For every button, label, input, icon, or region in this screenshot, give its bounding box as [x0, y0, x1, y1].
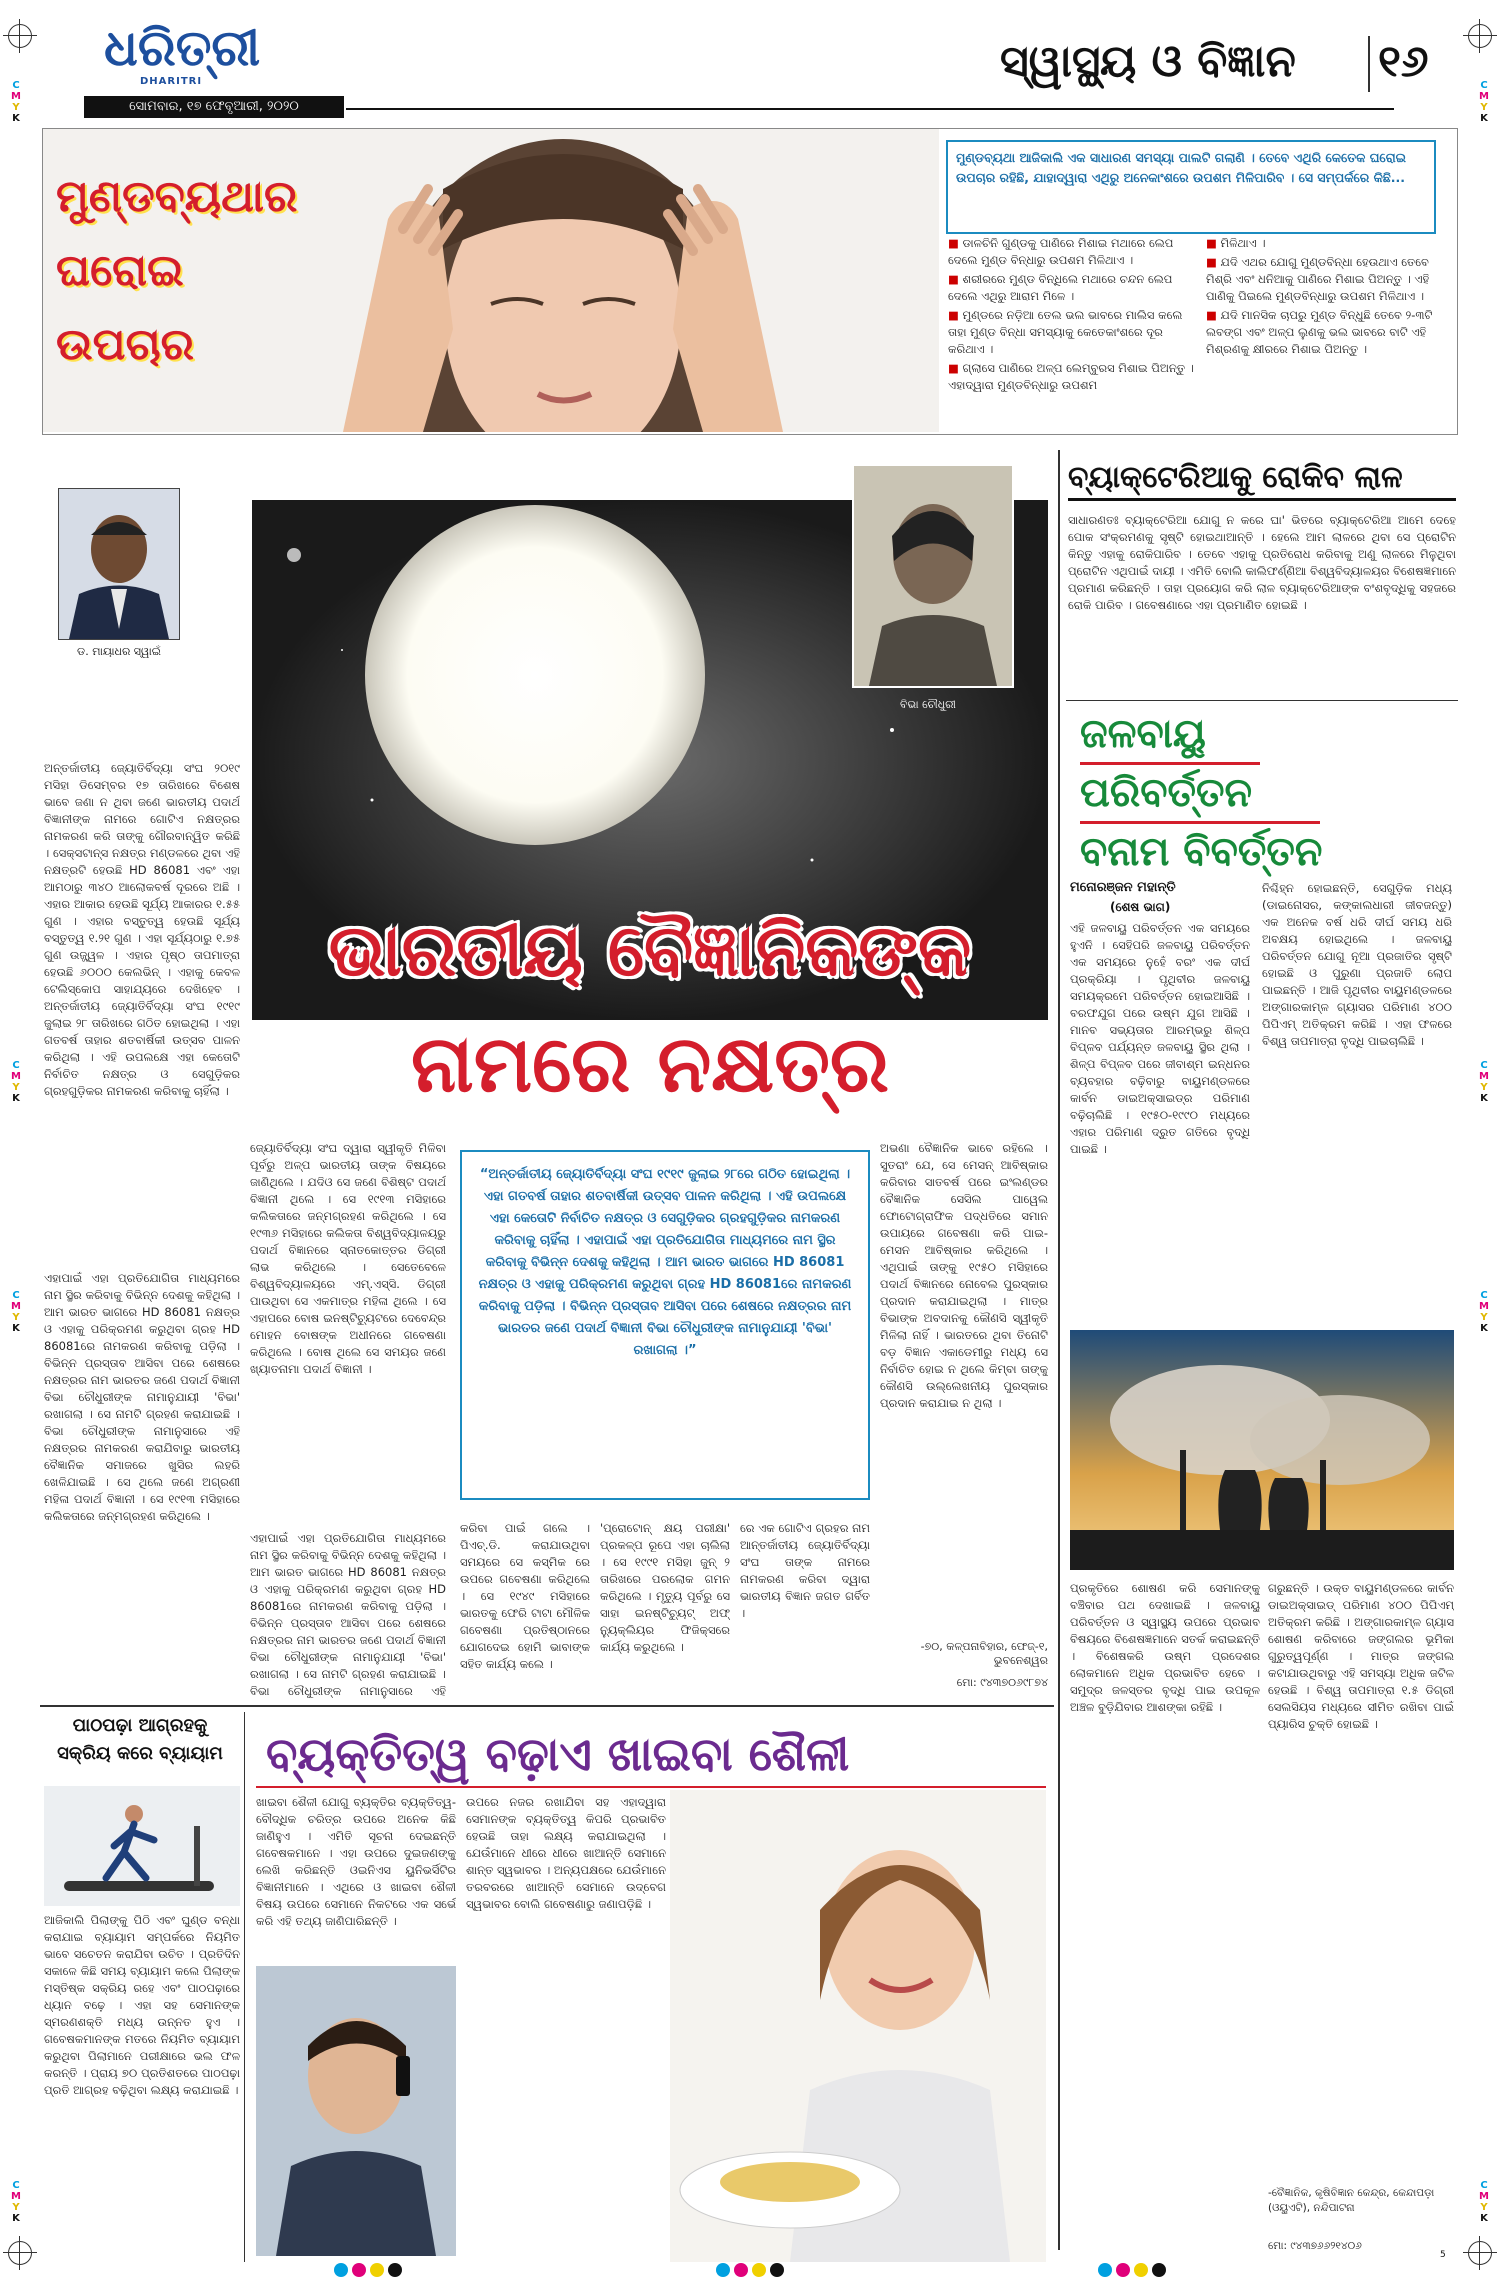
tip-item: ■ ଯଦି ଏଥର ଯୋଗୁ ମୁଣ୍ଡବିନ୍ଧା ହେଉଥାଏ ତେବେ ମିଶ୍ରି ଏବଂ ଧନିଆକୁ ପାଣିରେ ମିଶାଇ ପିଅନ୍ତୁ । ଏହି ପାଣିକୁ ପିଇଲେ ମୁଣ୍ଡବିନ୍ଧାରୁ ଉପଶମ ମିଳିଥାଏ । [1206, 254, 1442, 305]
climate-title-line: ଜଳବାୟୁ [1080, 706, 1260, 765]
lead-column-1: ଅନ୍ତର୍ଜାତୀୟ ଜ୍ୟୋତିର୍ବିଦ୍ୟା ସଂଘ ୨୦୧୯ ମସିହା ଡିସେମ୍ବର ୧୭ ତାରିଖରେ ବିଶେଷ ଭାବେ ଜଣା ନ ଥିବା ଜଣେ ଭାରତୀୟ ପଦାର୍ଥ ବିଜ୍ଞାନୀଙ୍କ ନାମରେ ଗୋଟିଏ ନକ୍ଷତ୍ରର ନାମକରଣ କରି ତାଙ୍କୁ ଗୌରବାନ୍ୱିତ କରିଛି । ସେକ୍ସଟାନ୍ସ ନକ୍ଷତ୍ର ମଣ୍ଡଳରେ ଥିବା ଏହି ନକ୍ଷତ୍ରଟି ହେଉଛି HD 86081 ଏବଂ ଏହା ଆମଠାରୁ ୩୪୦ ଆଲୋକବର୍ଷ ଦୂରରେ ଅଛି । ଏହାର ଆକାର ହେଉଛି ସୂର୍ଯ୍ୟ ଆକାରର ୧.୫୫ ଗୁଣ । ଏହାର ବସ୍ତୁତ୍ୱ ହେଉଛି ସୂର୍ଯ୍ୟ ବସ୍ତୁତ୍ୱ ୧.୨୧ ଗୁଣ । ଏହା ସୂର୍ଯ୍ୟଠାରୁ ୧.୭୫ ଗୁଣ ଉଜ୍ଜ୍ୱଳ । ଏହାର ପୃଷ୍ଠ ତାପମାତ୍ରା ହେଉଛି ୬୦୦୦ କେଲଭିନ୍ । ଏହାକୁ କେବଳ ଟେଲିସ୍କୋପ ସାହାଯ୍ୟରେ ଦେଖିହେବ । ଅନ୍ତର୍ଜାତୀୟ ଜ୍ୟୋତିର୍ବିଦ୍ୟା ସଂଘ ୧୯୧୯ ଜୁଲାଇ ୨୮ ତାରିଖରେ ଗଠିତ ହୋଇଥିଲା । ଏହା ଗତବର୍ଷ ତାହାର ଶତବାର୍ଷିକୀ ଉତ୍ସବ ପାଳନ କରିଥିଲା । ଏହି ଉପଲକ୍ଷେ ଏହା କେତୋଟି ନିର୍ବାଚିତ ନକ୍ଷତ୍ର ଓ ସେଗୁଡ଼ିକର ଗ୍ରହଗୁଡ଼ିକର ନାମକରଣ କରିବାକୁ ଚାହିଁଲା । [44, 761, 240, 1098]
lead-headline-2: ନାମରେ ନକ୍ଷତ୍ର [411, 1019, 889, 1110]
newspaper-logo-sub: DHARITRI [140, 76, 203, 87]
page-number: ୧୬ [1378, 36, 1429, 87]
treadmill-photo [44, 1786, 240, 1906]
climate-title-line: ପରିବର୍ତ୍ତନ [1080, 765, 1320, 824]
cmyk-strip: C M Y K [11, 80, 21, 124]
lifestyle-title-bar [256, 1722, 1046, 1788]
climate-byline: -ବୈଜ୍ଞାନିକ, କୃଷିବିଜ୍ଞାନ କେନ୍ଦ୍ର, କେନ୍ଦାପଡ଼ା (ଓୟୁଏଟି), ନନ୍ଦିପାଟନା [1268, 2187, 1435, 2214]
lead-column-5: ଅଭଣା ବୈଜ୍ଞାନିକ ଭାବେ ରହିଲେ । ସୁତରାଂ ଯେ, ସେ ମେସନ୍ ଆବିଷ୍କାର କରିବାର ସାତବର୍ଷ ପରେ ଇଂଲଣ୍ଡର ବୈଜ୍ଞାନିକ ସେସିଲ ପାୱେଲ ଫୋଟୋଗ୍ରାଫିକ ପଦ୍ଧତିରେ ସମାନ ଉପାୟରେ ଗବେଷଣା କରି ପାଇ-ମେସନ ଆବିଷ୍କାର କରିଥିଲେ । ଏଥିପାଇଁ ତାଙ୍କୁ ୧୯୫୦ ମସିହାରେ ପଦାର୍ଥ ବିଜ୍ଞାନରେ ନୋବେଲ ପୁରସ୍କାର ପ୍ରଦାନ କରାଯାଇଥିଲା । ମାତ୍ର ବିଭାଙ୍କ ଅବଦାନକୁ କୌଣସି ସ୍ୱୀକୃତି ମିଳିଲା ନାହିଁ । ଭାରତରେ ଥିବା ତିନୋଟି ବଡ଼ ବିଜ୍ଞାନ ଏକାଡେମୀରୁ ମଧ୍ୟ ସେ ନିର୍ବାଚିତ ହୋଇ ନ ଥିଲେ କିମ୍ବା ତାଙ୍କୁ କୌଣସି ଉଲ୍ଲେଖନୀୟ ପୁରସ୍କାର ପ୍ରଦାନ କରାଯାଇ ନ ଥିଲା । [880, 1141, 1048, 1410]
power-plant-photo [1070, 1330, 1454, 1570]
color-bar [140, 2262, 1360, 2280]
climate-column-c: ପ୍ରକୃତିରେ ଶୋଷଣ କରି ସେମାନଙ୍କୁ ବଞ୍ଚିବାର ପଥ ଦେଖାଇଛି । ଜଳବାୟୁ ପରିବର୍ତ୍ତନ ଓ ସ୍ୱାସ୍ଥ୍ୟ ଉପରେ ପ୍ରଭାବ ବିଷୟରେ ବିଶେଷଜ୍ଞମାନେ ସତର୍କ କରାଇଛନ୍ତି । ବିଶେଷକରି ଉଷ୍ମ ପ୍ରଦେଶର ଲୋକମାନେ ଅଧିକ ପ୍ରଭାବିତ ହେବେ । ସମୁଦ୍ର ଜଳସ୍ତର ବୃଦ୍ଧି ପାଇ ଉପକୂଳ ଅଞ୍ଚଳ ବୁଡ଼ିଯିବାର ଆଶଙ୍କା ରହିଛି । [1070, 1581, 1260, 1714]
headache-tips-left [948, 235, 1198, 425]
climate-column-a: ଏହି ଜଳବାୟୁ ପରିବର୍ତ୍ତନ ଏକ ସମୟରେ ହୁଏନି । ସେହିପରି ଜଳବାୟୁ ପରିବର୍ତ୍ତନ ଏକ ସମୟରେ ନୁହେଁ ବରଂ ଏକ ଦୀର୍ଘ ପ୍ରକ୍ରିୟା । ପୃଥିବୀର ଜଳବାୟୁ ସମୟକ୍ରମେ ପରିବର୍ତ୍ତନ ହୋଇଆସିଛି । ବରଫଯୁଗ ପରେ ଉଷ୍ମ ଯୁଗ ଆସିଛି । ମାନବ ସଭ୍ୟତାର ଆରମ୍ଭରୁ ଶିଳ୍ପ ବିପ୍ଳବ ପର୍ଯ୍ୟନ୍ତ ଜଳବାୟୁ ସ୍ଥିର ଥିଲା । ଶିଳ୍ପ ବିପ୍ଳବ ପରେ ଜୀବାଶ୍ମ ଇନ୍ଧନର ବ୍ୟବହାର ବଢ଼ିବାରୁ ବାୟୁମଣ୍ଡଳରେ କାର୍ବନ ଡାଇଅକ୍ସାଇଡ୍‌ର ପରିମାଣ ବଢ଼ିଚାଲିଛି । ୧୯୫୦-୧୯୯୦ ମଧ୍ୟରେ ଏହାର ପରିମାଣ ଦ୍ରୁତ ଗତିରେ ବୃଦ୍ଧି ପାଇଛି । [1070, 921, 1250, 1156]
lead-headline: ଭାରତୀୟ ବୈଜ୍ଞାନିକଙ୍କ [328, 907, 972, 992]
section-rule [1066, 700, 1458, 701]
cmyk-strip: C M Y K [11, 1290, 21, 1334]
lead-column-2b: ଏହାପାଇଁ ଏହା ପ୍ରତିଯୋଗିତା ମାଧ୍ୟମରେ ନାମ ସ୍ଥିର କରିବାକୁ ବିଭିନ୍ନ ଦେଶକୁ କହିଥିଲା । ଆମ ଭାରତ ଭାଗରେ HD 86081 ନକ୍ଷତ୍ର ଓ ଏହାକୁ ପରିକ୍ରମଣ କରୁଥିବା ଗ୍ରହ HD 86081ରେ ନାମକରଣ କରିବାକୁ ପଡ଼ିଲା । ବିଭିନ୍ନ ପ୍ରସ୍ତାବ ଆସିବା ପରେ ଶେଷରେ ନକ୍ଷତ୍ରର ନାମ ଭାରତର ଜଣେ ପଦାର୍ଥ ବିଜ୍ଞାନୀ ବିଭା ଚୌଧୁରୀଙ୍କ ନାମାନୁଯାୟୀ 'ବିଭା' ରଖାଗଲା । ସେ ନାମଟି ଗ୍ରହଣ କରାଯାଇଛି । ବିଭା ଚୌଧୁରୀଙ୍କ ନାମାନୁସାରେ ଏହି [250, 1531, 446, 1698]
registration-mark [8, 24, 32, 48]
lifestyle-title: ବ୍ୟକ୍ତିତ୍ୱ ବଢ଼ାଏ ଖାଇବା ଶୈଳୀ [266, 1727, 850, 1781]
section-title: ସ୍ୱାସ୍ଥ୍ୟ ଓ ବିଜ୍ଞାନ [1000, 36, 1296, 87]
tip-item: ■ ଡାଳଚିନି ଗୁଣ୍ଡକୁ ପାଣିରେ ମିଶାଇ ମଥାରେ ଲେପ ଦେଲେ ମୁଣ୍ଡ ବିନ୍ଧାରୁ ଉପଶମ ମିଳିଥାଏ । [948, 235, 1198, 269]
column-rule [1058, 450, 1060, 2250]
lead-byline: -୭୦, କଳ୍ପନାବିହାର, ଫେଜ୍-୧, ଭୁବନେଶ୍ୱର [920, 1640, 1048, 1667]
tip-item: ■ ମିଳିଥାଏ । [1206, 235, 1442, 252]
bacteria-title: ବ୍ୟାକ୍ଟେରିଆକୁ ରୋକିବ ଲାଳ [1068, 458, 1456, 501]
lead-column-2: ଜ୍ୟୋତିର୍ବିଦ୍ୟା ସଂଘ ଦ୍ୱାରା ସ୍ୱୀକୃତି ମିଳିବା ପୂର୍ବରୁ ଅଳ୍ପ ଭାରତୀୟ ତାଙ୍କ ବିଷୟରେ ଜାଣିଥିଲେ । ଯଦିଓ ସେ ଜଣେ ବିଶିଷ୍ଟ ପଦାର୍ଥ ବିଜ୍ଞାନୀ ଥିଲେ । ସେ ୧୯୧୩ ମସିହାରେ କଲିକତାରେ ଜନ୍ମଗ୍ରହଣ କରିଥିଲେ । ସେ ୧୯୩୬ ମସିହାରେ କଲିକତା ବିଶ୍ୱବିଦ୍ୟାଳୟରୁ ପଦାର୍ଥ ବିଜ୍ଞାନରେ ସ୍ନାତକୋତ୍ତର ଡିଗ୍ରୀ ଲାଭ କରିଥିଲେ । ସେତେବେଳେ ବିଶ୍ୱବିଦ୍ୟାଳୟରେ ଏମ୍.ଏସ୍‌ସି. ଡିଗ୍ରୀ ପାଉଥିବା ସେ ଏକମାତ୍ର ମହିଳା ଥିଲେ । ସେ ଏହାପରେ ବୋଷ ଇନଷ୍ଟିଚ୍ୟୁଟରେ ଦେବେନ୍ଦ୍ର ମୋହନ ବୋଷଙ୍କ ଅଧୀନରେ ଗବେଷଣା କରିଥିଲେ । ବୋଷ ଥିଲେ ସେ ସମୟର ଜଣେ ଖ୍ୟାତନାମା ପଦାର୍ଥ ବିଜ୍ଞାନୀ । [250, 1141, 446, 1376]
newspaper-logo: ଧରିତ୍ରୀ [104, 18, 261, 77]
climate-continued: (ଶେଷ ଭାଗ) [1110, 900, 1171, 914]
headache-tips-right [1206, 235, 1442, 425]
section-rule [40, 1705, 1054, 1707]
lead-bottom-a: କରିବା ପାଇଁ ଗଲେ । ପିଏଚ୍.ଡି. କରାଯାଉଥିବା ସମୟରେ ସେ କସ୍ମିକ ରେ ଉପରେ ଗବେଷଣା କରିଥିଲେ । ସେ ୧୯୪୯ ମସିହାରେ ଭାରତକୁ ଫେରି ଟାଟା ମୌଳିକ ଗବେଷଣା ପ୍ରତିଷ୍ଠାନରେ ଯୋଗଦେଇ ହୋମି ଭାବାଙ୍କ ସହିତ କାର୍ଯ୍ୟ କଲେ । [460, 1521, 590, 1671]
exercise-title-line: ସକ୍ରିୟ କରେ ବ୍ୟାୟାମ [57, 1743, 223, 1764]
cmyk-strip: C M Y K [1479, 1060, 1489, 1104]
lead-phone: ମୋ: ୯୪୩୭୦୬୯୮୭୪ [956, 1676, 1048, 1689]
lead-bottom-b: 'ପ୍ରୋଟୋନ୍ କ୍ଷୟ ପରୀକ୍ଷା' ପ୍ରକଳ୍ପ ରୂପେ ଏହା ଚାଲିଲା । ସେ ୧୯୯୧ ମସିହା ଜୁନ୍ ୨ ତାରିଖରେ ପରଲୋକ ଗମନ କରିଥିଲେ । ମୃତ୍ୟୁ ପୂର୍ବରୁ ସେ ସାହା ଇନଷ୍ଟିଚ୍ୟୁଟ୍ ଅଫ୍ ନ୍ୟୁକ୍ଲିୟର ଫିଜିକ୍ସରେ କାର୍ଯ୍ୟ କରୁଥିଲେ । [600, 1521, 730, 1654]
page-folio: 5 [1440, 2250, 1446, 2260]
lead-bottom-c: ରେ ଏକ ଗୋଟିଏ ଗ୍ରହର ନାମ ଆନ୍ତର୍ଜାତୀୟ ଜ୍ୟୋତିର୍ବିଦ୍ୟା ସଂଘ ତାଙ୍କ ନାମରେ ନାମକରଣ କରିବା ଦ୍ୱାରା ଭାରତୀୟ ବିଜ୍ଞାନ ଜଗତ ଗର୍ବିତ । [740, 1521, 870, 1620]
registration-mark [1468, 2241, 1492, 2265]
headache-title-line: ଘରୋଇ [56, 245, 184, 296]
exercise-title [40, 1712, 240, 1768]
headache-title-line: ମୁଣ୍ଡବ୍ୟଥାର [56, 171, 298, 222]
tip-item: ■ ଯଦି ମାନସିକ ଚାପରୁ ମୁଣ୍ଡ ବିନ୍ଧୁଛି ତେବେ ୨-୩ଟି ଲବଙ୍ଗ ଏବଂ ଅଳ୍ପ ଲୁଣକୁ ଭଲ ଭାବରେ ବାଟି ଏହି ମିଶ୍ରଣକୁ କ୍ଷୀରରେ ମିଶାଇ ପିଅନ୍ତୁ । [1206, 307, 1442, 358]
climate-column-b: ନିଶ୍ଚିହ୍ନ ହୋଇଛନ୍ତି, ସେଗୁଡ଼ିକ ମଧ୍ୟ (ଡାଇନୋସର, କଙ୍କାଲଧାରୀ ଜୀବଜନ୍ତୁ) ଏକ ଅନେକ ବର୍ଷ ଧରି ଦୀର୍ଘ ସମୟ ଧରି ଅବକ୍ଷୟ ହୋଇଥିଲେ । ଜଳବାୟୁ ପରିବର୍ତ୍ତନ ଯୋଗୁ ନୂଆ ପ୍ରଜାତିର ସୃଷ୍ଟି ହୋଇଛି ଓ ପୁରୁଣା ପ୍ରଜାତି ଲୋପ ପାଇଛନ୍ତି । ଆଜି ପୃଥିବୀର ବାୟୁମଣ୍ଡଳରେ ଅଙ୍ଗାରକାମ୍ଳ ଗ୍ୟାସର ପରିମାଣ ୪୦୦ ପିପିଏମ୍ ଅତିକ୍ରମ କରିଛି । ଏହା ଫଳରେ ବିଶ୍ୱ ତାପମାତ୍ରା ବୃଦ୍ଧି ପାଇଚାଲିଛି । [1262, 881, 1452, 1048]
woman-eating-photo [670, 1790, 1046, 2262]
headache-title [56, 160, 297, 382]
masthead-rule [346, 108, 1394, 110]
climate-phone: ମୋ: ୯୪୩୭୬୬୨୧୪୦୬ [1268, 2240, 1362, 2252]
headache-title-line: ଉପଚାର [56, 319, 194, 370]
lifestyle-column-a: ଖାଇବା ଶୈଳୀ ଯୋଗୁ ବ୍ୟକ୍ତିର ବ୍ୟକ୍ତିତ୍ୱ-ବୌଦ୍ଧିକ ଚରିତ୍ର ଉପରେ ଅନେକ କିଛି ଜାଣିହୁଏ । ଏମିତି ସୂଚନା ଦେଇଛନ୍ତି ଗବେଷକମାନେ । ଏହା ଉପରେ ଦୁଇଜଣଙ୍କୁ ଲେଖି କରିଛନ୍ତି ଓଇନିଏସ ୟୁନିଭର୍ସିଟିର ବିଜ୍ଞାନୀମାନେ । ଏଥିରେ ଓ ଖାଇବା ଶୈଳୀ ବିଷୟ ଉପରେ ସେମାନେ ନିକଟରେ ଏକ ସର୍ଭେ କରି ଏହି ତଥ୍ୟ ଜାଣିପାରିଛନ୍ତି । [256, 1795, 456, 1928]
lifestyle-column-b: ଉପରେ ନଜର ରଖାଯିବା ସହ ଏହାଦ୍ୱାରା ସେମାନଙ୍କ ବ୍ୟକ୍ତିତ୍ୱ କିପରି ପ୍ରଭାବିତ ହେଉଛି ତାହା ଲକ୍ଷ୍ୟ କରାଯାଇଥିଲା । ଯେଉଁମାନେ ଧୀରେ ଧୀରେ ଖାଆନ୍ତି ସେମାନେ ଶାନ୍ତ ସ୍ୱଭାବର । ଅନ୍ୟପକ୍ଷରେ ଯେଉଁମାନେ ତରବରରେ ଖାଆନ୍ତି ସେମାନେ ଉଦ୍‌ବେଗ ସ୍ୱଭାବର ବୋଲି ଗବେଷଣାରୁ ଜଣାପଡ଼ିଛି । [466, 1795, 666, 1911]
cmyk-strip: C M Y K [11, 2180, 21, 2224]
dateline: ସୋମବାର, ୧୭ ଫେବୃଆରୀ, ୨୦୨୦ [84, 96, 344, 118]
masthead-divider [1368, 36, 1370, 92]
exercise-title-line: ପାଠପଢ଼ା ଆଗ୍ରହକୁ [72, 1715, 208, 1736]
climate-column-d: ଗରୁଛନ୍ତି । ଉକ୍ତ ବାୟୁମଣ୍ଡଳରେ କାର୍ବନ ଡାଇଅକ୍ସାଇଡ୍ ପରିମାଣ ୪୦୦ ପିପିଏମ୍ ଅତିକ୍ରମ କରିଛି । ଅଙ୍ଗାରକାମ୍ଳ ଗ୍ୟାସ ଶୋଷଣ କରିବାରେ ଜଙ୍ଗଲର ଭୂମିକା ଗୁରୁତ୍ୱପୂର୍ଣ୍ଣ । ମାତ୍ର ଜଙ୍ଗଲ କଟାଯାଉଥିବାରୁ ଏହି ସମସ୍ୟା ଅଧିକ ଜଟିଳ ହେଉଛି । ବିଶ୍ୱ ତାପମାତ୍ରା ୧.୫ ଡିଗ୍ରୀ ସେଲସିୟସ ମଧ୍ୟରେ ସୀମିତ ରଖିବା ପାଇଁ ପ୍ୟାରିସ ଚୁକ୍ତି ହୋଇଛି । [1268, 1581, 1454, 1731]
climate-title-line: ବନାମ ବିବର୍ତ୍ତନ [1080, 828, 1323, 875]
lead-column-1b: ଏହାପାଇଁ ଏହା ପ୍ରତିଯୋଗିତା ମାଧ୍ୟମରେ ନାମ ସ୍ଥିର କରିବାକୁ ବିଭିନ୍ନ ଦେଶକୁ କହିଥିଲା । ଆମ ଭାରତ ଭାଗରେ HD 86081 ନକ୍ଷତ୍ର ଓ ଏହାକୁ ପରିକ୍ରମଣ କରୁଥିବା ଗ୍ରହ HD 86081ରେ ନାମକରଣ କରିବାକୁ ପଡ଼ିଲା । ବିଭିନ୍ନ ପ୍ରସ୍ତାବ ଆସିବା ପରେ ଶେଷରେ ନକ୍ଷତ୍ରର ନାମ ଭାରତର ଜଣେ ପଦାର୍ଥ ବିଜ୍ଞାନୀ ବିଭା ଚୌଧୁରୀଙ୍କ ନାମାନୁଯାୟୀ 'ବିଭା' ରଖାଗଲା । ସେ ନାମଟି ଗ୍ରହଣ କରାଯାଇଛି । ବିଭା ଚୌଧୁରୀଙ୍କ ନାମାନୁସାରେ ଏହି ନକ୍ଷତ୍ରର ନାମକରଣ କରାଯିବାରୁ ଭାରତୀୟ ବୈଜ୍ଞାନିକ ସମାଜରେ ଖୁସିର ଲହରି ଖେଳିଯାଇଛି । ସେ ଥିଲେ ଜଣେ ଅଗ୍ରଣୀ ମହିଳା ପଦାର୍ଥ ବିଜ୍ଞାନୀ । ସେ ୧୯୧୩ ମସିହାରେ କଲିକତାରେ ଜନ୍ମଗ୍ରହଣ କରିଥିଲେ । [44, 1271, 240, 1523]
tip-item: ■ ଶରୀରରେ ମୁଣ୍ଡ ବିନ୍ଧିଲେ ମଥାରେ ଚନ୍ଦନ ଲେପ ଦେଲେ ଏଥିରୁ ଆରାମ ମିଳେ । [948, 271, 1198, 305]
cmyk-strip: C M Y K [1479, 80, 1489, 124]
cmyk-strip: C M Y K [1479, 1290, 1489, 1334]
registration-mark [8, 2241, 32, 2265]
inset-portrait [852, 464, 1014, 688]
bacteria-body: ସାଧାରଣତଃ ବ୍ୟାକ୍ଟେରିଆ ଯୋଗୁ ନ କରେ ଘା' ଭିତରେ ବ୍ୟାକ୍ଟେରିଆ ଆମେ ଦେହେ ପୋକ ସଂକ୍ରମଣକୁ ସୃଷ୍ଟି ହୋଇଥାଆନ୍ତି । ହେଲେ ଆମ ଲାଳରେ ଥିବା ସେ ପ୍ରୋଟିନ କିନ୍ତୁ ଏହାକୁ ରୋକିପାରିବ । ତେବେ ଏହାକୁ ପ୍ରତିରୋଧ କରିବାକୁ ଅଣୁ ଲାଳରେ ମିଳୁଥିବା ପ୍ରୋଟିନ ଏଥିପାଇଁ ଦାୟୀ । ଏମିତି ବୋଲି କାଲିଫର୍ଣ୍ଣିଆ ବିଶ୍ୱବିଦ୍ୟାଳୟର ବିଶେଷଜ୍ଞମାନେ ପ୍ରମାଣ କରିଛନ୍ତି । ତାହା ପ୍ରୟୋଗ କରି ଲାଳ ବ୍ୟାକ୍ଟେରିଆଙ୍କ ବଂଶବୃଦ୍ଧିକୁ ସହଜରେ ରୋକି ପାରିବ । ଗବେଷଣାରେ ଏହା ପ୍ରମାଣିତ ହୋଇଛି । [1068, 513, 1456, 612]
inset-caption: ବିଭା ଚୌଧୁରୀ [900, 698, 956, 711]
pull-quote: “ଅନ୍ତର୍ଜାତୀୟ ଜ୍ୟୋତିର୍ବିଦ୍ୟା ସଂଘ ୧୯୧୯ ଜୁଲାଇ ୨୮ରେ ଗଠିତ ହୋଇଥିଲା । ଏହା ଗତବର୍ଷ ତାହାର ଶତବାର୍ଷିକୀ ଉତ୍ସବ ପାଳନ କରିଥିଲା । ଏହି ଉପଲକ୍ଷେ ଏହା କେତୋଟି ନିର୍ବାଚିତ ନକ୍ଷତ୍ର ଓ ସେଗୁଡ଼ିକର ଗ୍ରହଗୁଡ଼ିକର ନାମକରଣ କରିବାକୁ ଚାହିଁଲା । ଏହାପାଇଁ ଏହା ପ୍ରତିଯୋଗିତା ମାଧ୍ୟମରେ ନାମ ସ୍ଥିର କରିବାକୁ ବିଭିନ୍ନ ଦେଶକୁ କହିଥିଲା । ଆମ ଭାରତ ଭାଗରେ HD 86081 ନକ୍ଷତ୍ର ଓ ଏହାକୁ ପରିକ୍ରମଣ କରୁଥିବା ଗ୍ରହ HD 86081ରେ ନାମକରଣ କରିବାକୁ ପଡ଼ିଲା । ବିଭିନ୍ନ ପ୍ରସ୍ତାବ ଆସିବା ପରେ ଶେଷରେ ନକ୍ଷତ୍ରର ନାମ ଭାରତର ଜଣେ ପଦାର୍ଥ ବିଜ୍ଞାନୀ ବିଭା ଚୌଧୁରୀଙ୍କ ନାମାନୁଯାୟୀ 'ବିଭା' ରଖାଗଲା ।” [460, 1150, 870, 1500]
exercise-body: ଆଜିକାଲି ପିଲାଙ୍କୁ ପିଠି ଏବଂ ଘୁଣ୍ଡ ବନ୍ଧା କରାଯାଇ ବ୍ୟାୟାମ ସମ୍ପର୍କରେ ନିୟମିତ ଭାବେ ସଚେତନ କରାଯିବା ଉଚିତ । ପ୍ରତିଦିନ ସକାଳେ କିଛି ସମୟ ବ୍ୟାୟାମ କଲେ ପିଲାଙ୍କ ମସ୍ତିଷ୍କ ସକ୍ରିୟ ରହେ ଏବଂ ପାଠପଢ଼ାରେ ଧ୍ୟାନ ବଢ଼େ । ଏହା ସହ ସେମାନଙ୍କ ସ୍ମରଣଶକ୍ତି ମଧ୍ୟ ଉନ୍ନତ ହୁଏ । ଗବେଷକମାନଙ୍କ ମତରେ ନିୟମିତ ବ୍ୟାୟାମ କରୁଥିବା ପିଲାମାନେ ପରୀକ୍ଷାରେ ଭଲ ଫଳ କରନ୍ତି । ପ୍ରାୟ ୭୦ ପ୍ରତିଶତରେ ପାଠପଢ଼ା ପ୍ରତି ଆଗ୍ରହ ବଢ଼ିଥିବା ଲକ୍ଷ୍ୟ କରାଯାଇଛି । [44, 1913, 240, 2097]
headache-intro: ମୁଣ୍ଡବ୍ୟଥା ଆଜିକାଲି ଏକ ସାଧାରଣ ସମସ୍ୟା ପାଲଟି ଗଲାଣି । ତେବେ ଏଥିରି କେତେକ ଘରୋଇ ଉପଚାର ରହିଛି, ଯାହାଦ୍ୱାରା ଏଥିରୁ ଅନେକାଂଶରେ ଉପଶମ ମିଳିପାରିବ । ସେ ସମ୍ପର୍କରେ କିଛି... [946, 140, 1436, 234]
author-caption: ଡ. ମାୟାଧର ସ୍ୱାଇଁ [77, 645, 161, 658]
tip-item: ■ ମୁଣ୍ଡରେ ନଡ଼ିଆ ତେଲ ଭଲ ଭାବରେ ମାଲିସ କଲେ ତାହା ମୁଣ୍ଡ ବିନ୍ଧା ସମସ୍ୟାକୁ କେତେକାଂଶରେ ଦୂର କରିଥାଏ । [948, 307, 1198, 358]
author-portrait [58, 488, 180, 640]
phone-man-photo [256, 1966, 456, 2256]
climate-title [1080, 706, 1450, 880]
registration-mark [1468, 24, 1492, 48]
climate-author: ମନୋରଞ୍ଜନ ମହାନ୍ତି [1070, 880, 1176, 895]
cmyk-strip: C M Y K [11, 1060, 21, 1104]
column-rule [244, 1712, 245, 2262]
tip-item: ■ ଗ୍ଲାସେ ପାଣିରେ ଅଳ୍ପ ଲେମ୍ବୁରସ ମିଶାଇ ପିଅନ୍ତୁ । ଏହାଦ୍ୱାରା ମୁଣ୍ଡବିନ୍ଧାରୁ ଉପଶମ [948, 360, 1198, 394]
cmyk-strip: C M Y K [1479, 2180, 1489, 2224]
